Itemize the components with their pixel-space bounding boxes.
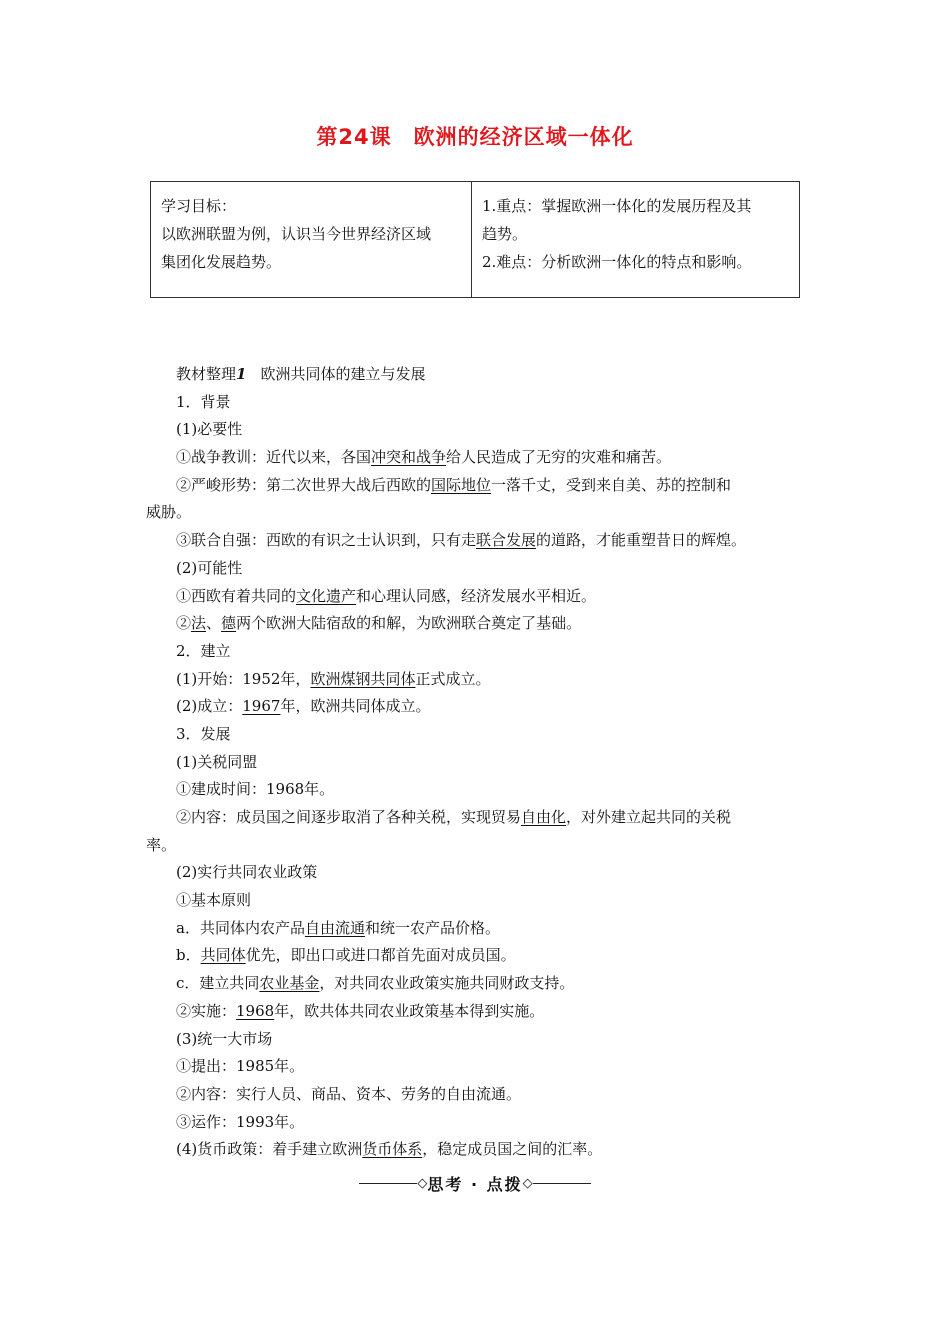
- text-segment: (1)关税同盟: [176, 752, 258, 771]
- text-segment: ，稳定成员国之间的汇率。: [422, 1140, 603, 1159]
- diamond-icon: ◇: [417, 1176, 428, 1191]
- text-segment: 率。: [146, 835, 177, 854]
- text-line: [146, 804, 808, 832]
- text-segment: 1．背景: [176, 392, 231, 411]
- material-section: [146, 361, 808, 1164]
- key-point-line: 趋势。: [482, 225, 528, 243]
- text-segment: (2)可能性: [176, 558, 243, 577]
- divider-rule-left: [359, 1183, 417, 1184]
- section-name: 欧洲共同体的建立与发展: [260, 365, 426, 383]
- text-line: [146, 638, 808, 666]
- text-segment: (4)货币政策：着手建立欧洲: [176, 1140, 363, 1159]
- text-line: [146, 887, 808, 915]
- text-segment: 一落千丈，受到来自美、苏的控制和: [491, 475, 732, 494]
- learning-goals-cell: [151, 182, 472, 298]
- text-line: [146, 416, 808, 444]
- section-prefix: 教材整理: [176, 365, 237, 383]
- text-line: [146, 1081, 808, 1109]
- underlined-keyword: 德: [221, 614, 237, 633]
- text-segment: 正式成立。: [415, 669, 491, 688]
- key-points-cell: [472, 182, 800, 298]
- text-segment: 给人民造成了无穷的灾难和痛苦。: [446, 448, 672, 467]
- text-segment: (2)实行共同农业政策: [176, 863, 318, 882]
- text-line: [146, 610, 808, 638]
- text-line: [146, 499, 808, 527]
- divider-rule-right: [533, 1183, 591, 1184]
- text-line: [146, 527, 808, 555]
- text-segment: (3)统一大市场: [176, 1029, 273, 1048]
- text-segment: 两个欧洲大陆宿敌的和解，为欧洲联合奠定了基础。: [236, 614, 582, 633]
- underlined-keyword: 1968: [236, 1001, 275, 1020]
- section-number: 1: [236, 365, 247, 383]
- text-line: [146, 555, 808, 583]
- text-line: [146, 859, 808, 887]
- text-line: [146, 444, 808, 472]
- diamond-icon: ◇: [522, 1176, 533, 1191]
- text-segment: ③联合自强：西欧的有识之士认识到，只有走: [176, 531, 477, 550]
- text-segment: ，对外建立起共同的关税: [566, 808, 732, 826]
- text-segment: 的道路，才能重塑昔日的辉煌。: [536, 531, 747, 550]
- text-segment: ①西欧有着共同的: [176, 586, 297, 605]
- text-segment: ①基本原则: [176, 891, 252, 910]
- text-line: [146, 776, 808, 804]
- underlined-keyword: 欧洲煤钢共同体: [310, 669, 416, 688]
- difficult-point-line: 2.难点：分析欧洲一体化的特点和影响。: [482, 253, 752, 271]
- text-segment: 威胁。: [146, 503, 192, 522]
- text-segment: a．共同体内农产品: [176, 918, 305, 937]
- underlined-keyword: 自由流通: [304, 918, 365, 937]
- text-segment: b．: [176, 946, 201, 965]
- text-line: [146, 693, 808, 721]
- text-segment: ，对共同农业政策实施共同财政支持。: [319, 974, 575, 993]
- think-tip-label: 思考 · 点拨: [427, 1175, 523, 1194]
- think-tip-divider: [0, 1172, 950, 1195]
- text-line: [146, 832, 808, 860]
- text-line: [146, 915, 808, 943]
- text-segment: (2)成立：: [176, 697, 243, 716]
- text-segment: ②内容：实行人员、商品、资本、劳务的自由流通。: [176, 1084, 522, 1103]
- text-segment: ②实施：: [176, 1001, 237, 1020]
- text-line: [146, 998, 808, 1026]
- text-line: [146, 721, 808, 749]
- text-line: [146, 583, 808, 611]
- learning-goals-table: [150, 181, 800, 298]
- text-segment: 、: [206, 614, 222, 633]
- text-segment: ②内容：成员国之间逐步取消了各种关税，实现贸易: [176, 808, 522, 826]
- text-line: [146, 1136, 808, 1164]
- text-segment: ③运作：1993年。: [176, 1112, 305, 1131]
- text-segment: ①战争教训：近代以来，各国: [176, 448, 372, 467]
- text-line: [146, 942, 808, 970]
- key-point-line: 1.重点：掌握欧洲一体化的发展历程及其: [482, 197, 752, 215]
- text-segment: 和心理认同感，经济发展水平相近。: [356, 586, 597, 605]
- text-segment: c．建立共同: [176, 974, 260, 993]
- content-lines: [146, 389, 808, 1164]
- text-line: [146, 1026, 808, 1054]
- text-segment: ②严峻形势：第二次世界大战后西欧的: [176, 475, 432, 494]
- text-segment: (1)开始：1952年，: [176, 669, 311, 688]
- text-segment: 优先，即出口或进口都首先面对成员国。: [245, 946, 516, 965]
- text-segment: 3．发展: [176, 724, 231, 743]
- text-line: [146, 749, 808, 777]
- text-line: [146, 472, 808, 500]
- text-segment: 2．建立: [176, 641, 231, 660]
- goals-heading: 学习目标：: [161, 197, 237, 215]
- text-segment: ②: [176, 614, 192, 633]
- text-segment: ①提出：1985年。: [176, 1057, 305, 1076]
- underlined-keyword: 共同体: [200, 946, 246, 965]
- text-line: [146, 389, 808, 417]
- text-line: [146, 1053, 808, 1081]
- section-heading: [146, 361, 808, 389]
- underlined-keyword: 法: [191, 614, 207, 633]
- text-line: [146, 970, 808, 998]
- underlined-keyword: 联合发展: [476, 531, 537, 550]
- underlined-keyword: 冲突和战争: [371, 448, 447, 467]
- underlined-keyword: 国际地位: [431, 475, 492, 494]
- underlined-keyword: 1967: [242, 697, 281, 716]
- lesson-number: 第24课: [316, 125, 392, 149]
- text-line: [146, 1109, 808, 1137]
- goals-text-line: 集团化发展趋势。: [161, 253, 282, 271]
- text-segment: 年，欧洲共同体成立。: [280, 697, 431, 716]
- underlined-keyword: 农业基金: [259, 974, 320, 993]
- underlined-keyword: 文化遗产: [296, 586, 357, 605]
- text-segment: (1)必要性: [176, 420, 243, 439]
- lesson-name: 欧洲的经济区域一体化: [413, 125, 634, 149]
- text-segment: 和统一农产品价格。: [364, 918, 500, 937]
- text-segment: 年，欧共体共同农业政策基本得到实施。: [274, 1001, 545, 1020]
- lesson-title: [0, 121, 950, 151]
- text-segment: ①建成时间：1968年。: [176, 780, 335, 799]
- underlined-keyword: 自由化: [521, 808, 567, 826]
- underlined-keyword: 货币体系: [362, 1140, 423, 1159]
- goals-text-line: 以欧洲联盟为例，认识当今世界经济区域: [161, 225, 432, 243]
- text-line: [146, 666, 808, 694]
